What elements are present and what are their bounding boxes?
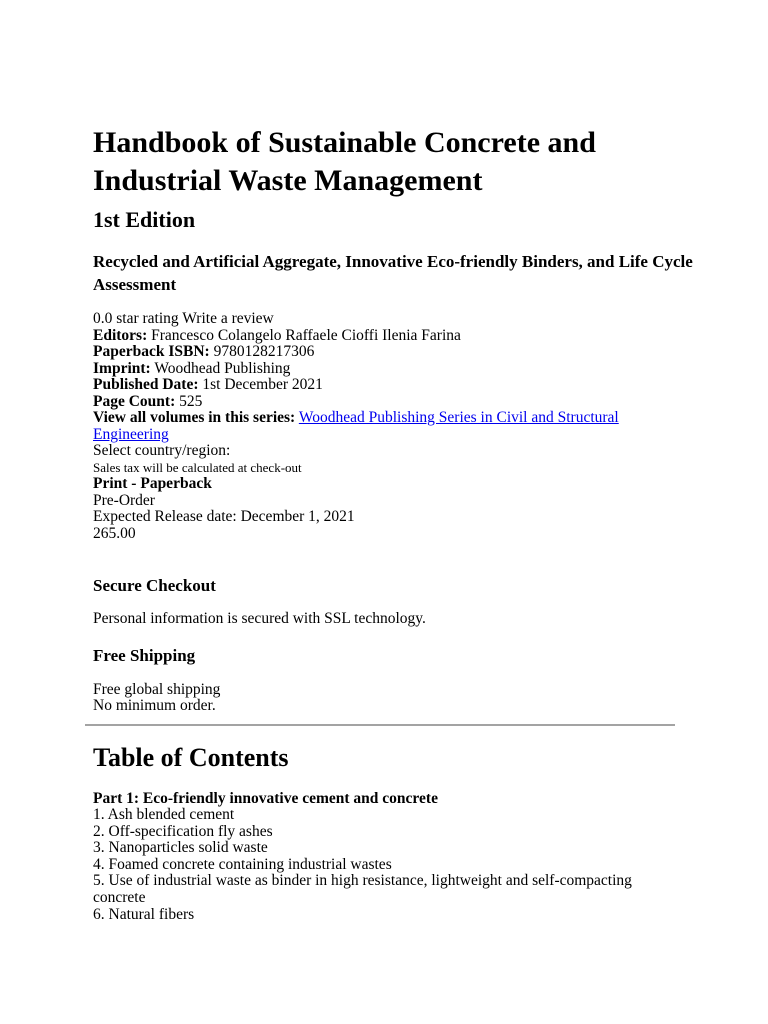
write-review-link[interactable]: Write a review bbox=[182, 310, 274, 327]
select-country-label: Select country/region: bbox=[93, 442, 231, 459]
price: 265.00 bbox=[93, 524, 136, 542]
published-date-value: 1st December 2021 bbox=[202, 376, 323, 393]
detail-row-imprint bbox=[93, 361, 675, 378]
format-label: Print - Paperback bbox=[93, 475, 212, 492]
rating-row bbox=[93, 311, 675, 328]
preorder-label: Pre-Order bbox=[93, 491, 155, 509]
sales-tax-note: Sales tax will be calculated at check-out bbox=[93, 459, 302, 475]
document-page bbox=[93, 0, 693, 923]
book-title: Handbook of Sustainable Concrete and Industrial Waste Management bbox=[93, 126, 596, 197]
series-label: View all volumes in this series: bbox=[93, 409, 296, 426]
toc-part-1-heading: Part 1: Eco-friendly innovative cement and concrete bbox=[93, 789, 438, 807]
isbn-value: 9780128217306 bbox=[213, 343, 315, 360]
toc-item: 3. Nanoparticles solid waste bbox=[93, 839, 268, 857]
imprint-value: Woodhead Publishing bbox=[154, 359, 291, 377]
free-shipping-line-1: Free global shipping bbox=[93, 680, 221, 698]
isbn-label: Paperback ISBN: bbox=[93, 343, 210, 360]
secure-checkout-text: Personal information is secured with SSL technology. bbox=[93, 610, 426, 627]
editors-label: Editors: bbox=[93, 326, 148, 344]
detail-row-page-count bbox=[93, 394, 675, 411]
detail-row-isbn bbox=[93, 344, 675, 361]
detail-row-editors bbox=[93, 328, 675, 345]
free-shipping-heading: Free Shipping bbox=[93, 645, 196, 665]
toc-item: 6. Natural fibers bbox=[93, 905, 195, 923]
toc-item: 5. Use of industrial waste as binder in high resistance, lightweight and self-compacting concrete bbox=[93, 872, 632, 907]
free-shipping-line-2: No minimum order. bbox=[93, 697, 216, 714]
page-count-value: 525 bbox=[179, 392, 203, 410]
editors-value: Francesco Colangelo Raffaele Cioffi Ilenia Farina bbox=[151, 326, 461, 344]
series-link[interactable]: Woodhead Publishing Series in Civil and Structural Engineering bbox=[93, 409, 619, 443]
section-divider bbox=[85, 724, 675, 726]
published-date-label: Published Date: bbox=[93, 376, 199, 393]
imprint-label: Imprint: bbox=[93, 359, 151, 377]
table-of-contents bbox=[93, 791, 675, 924]
toc-item: 2. Off-specification fly ashes bbox=[93, 822, 273, 840]
secure-checkout-heading: Secure Checkout bbox=[93, 576, 216, 595]
release-date: Expected Release date: December 1, 2021 bbox=[93, 508, 355, 525]
toc-item: 4. Foamed concrete containing industrial wastes bbox=[93, 855, 392, 873]
detail-row-published-date bbox=[93, 377, 675, 394]
free-shipping-text bbox=[93, 682, 675, 715]
product-details bbox=[93, 311, 675, 542]
page-count-label: Page Count: bbox=[93, 392, 176, 410]
toc-heading: Table of Contents bbox=[93, 742, 289, 772]
edition-heading: 1st Edition bbox=[93, 207, 196, 232]
toc-item: 1. Ash blended cement bbox=[93, 806, 235, 824]
star-rating: 0.0 star rating bbox=[93, 310, 179, 327]
series-row bbox=[93, 410, 675, 443]
book-subtitle: Recycled and Artificial Aggregate, Innovative Eco-friendly Binders, and Life Cycle Assessment bbox=[93, 252, 693, 294]
